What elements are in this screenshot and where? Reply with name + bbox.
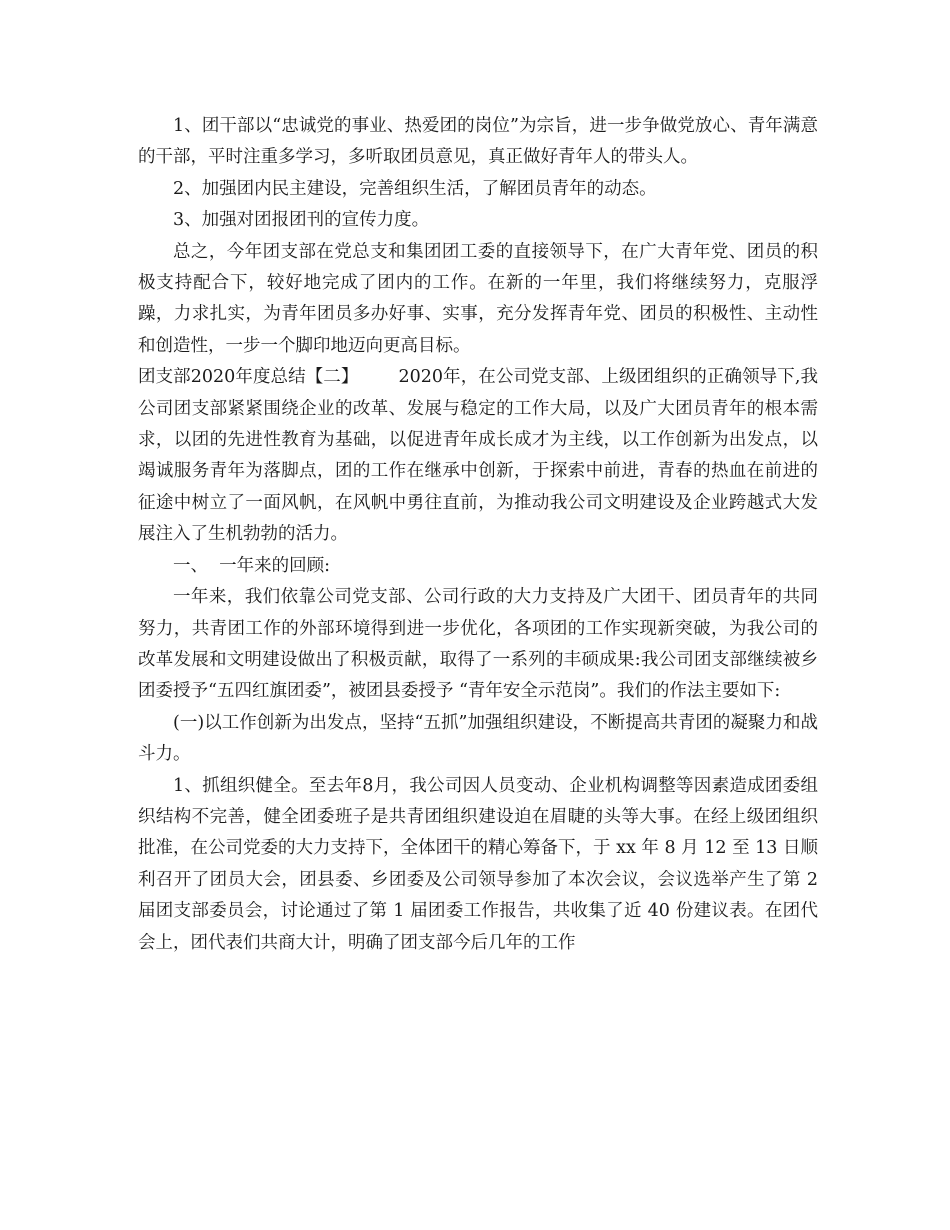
paragraph-8: (一)以工作创新为出发点，坚持“五抓”加强组织建设，不断提高共青团的凝聚力和战斗力。 [138,712,818,765]
section-heading: 团支部2020年度总结【二】 [138,367,359,388]
paragraph-3: 3、加强对团报团刊的宣传力度。 [173,210,430,231]
paragraph-5-text: 2020年，在公司党支部、上级团组织的正确领导下,我公司团支部紧紧围绕企业的改革、发展与稳定的工作大局，以及广大团员青年的根本需求，以团的先进性教育为基础，以促进青年成长成才为主线，以工作创新为出发点，以竭诚服务青年为落脚点，团的工作在继承中创新，于探索中前进，青春的热血在前进的征途中树立了一面风帆，在风帆中勇往直前，为推动我公司文明建设及企业跨越式大发展注入了生机勃勃的活力。 [138,367,818,545]
paragraph-7: 一年来，我们依靠公司党支部、公司行政的大力支持及广大团干、团员青年的共同努力，共青团工作的外部环境得到进一步优化，各项团的工作实现新突破，为我公司的改革发展和文明建设做出了积极贡献，取得了一系列的丰硕成果:我公司团支部继续被乡团委授予“五四红旗团委”，被团县委授予 “青年安全示范岗”。我们的作法主要如下: [138,587,818,702]
paragraph-5 [138,362,818,550]
paragraph-9: 1、抓组织健全。至去年8月，我公司因人员变动、企业机构调整等因素造成团委组织结构不完善，健全团委班子是共青团组织建设迫在眉睫的头等大事。在经上级团组织批准，在公司党委的大力支持下，全体团干的精心筹备下，于 xx 年 8 月 12 至 13 日顺利召开了团员大会，团县委、乡团委及公司领导参加了本次会议，会议选举产生了第 2 届团支部委员会，讨论通过了第 1 届团委工作报告，共收集了近 40 份建议表。在团代会上，团代表们共商大计，明确了团支部今后几年的工作 [138,775,818,953]
document-body [138,111,818,959]
paragraph-6: 一、 一年来的回顾: [173,555,331,576]
paragraph-1: 1、团干部以“忠诚党的事业、热爱团的岗位”为宗旨，进一步争做党放心、青年满意的干部，平时注重多学习，多听取团员意见，真正做好青年人的带头人。 [138,116,818,168]
paragraph-4: 总之，今年团支部在党总支和集团团工委的直接领导下，在广大青年党、团员的积极支持配合下，较好地完成了团内的工作。在新的一年里，我们将继续努力，克服浮躁，力求扎实，为青年团员多办好事、实事，充分发挥青年党、团员的积极性、主动性和创造性，一步一个脚印地迈向更高目标。 [138,241,818,356]
paragraph-2: 2、加强团内民主建设，完善组织生活，了解团员青年的动态。 [173,178,657,199]
